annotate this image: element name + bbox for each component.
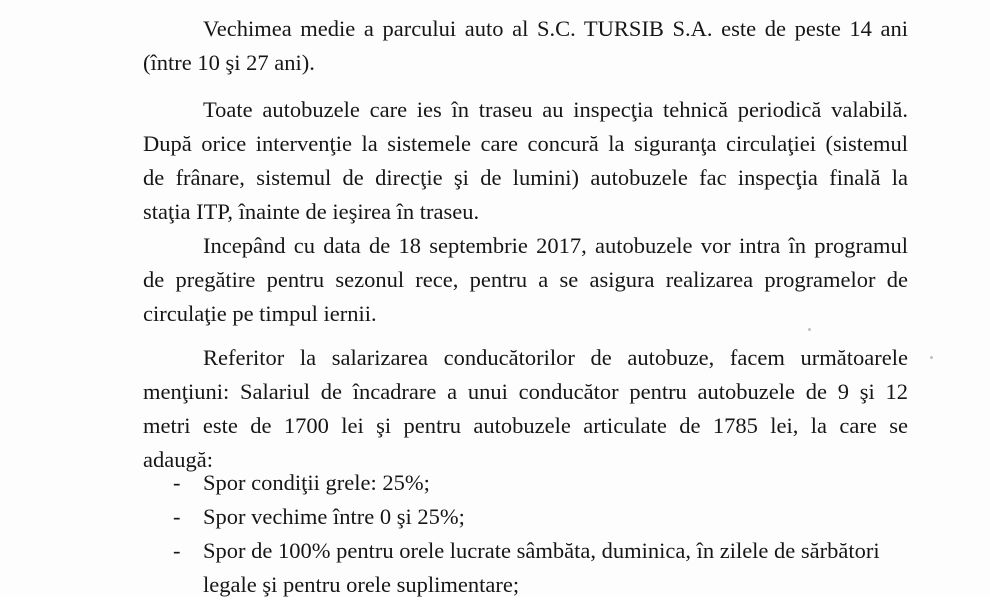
dash-bullet-icon: - xyxy=(173,504,181,529)
dash-bullet-icon: - xyxy=(173,538,181,563)
paragraph-line: Referitor la salarizarea conducătorilor de autobuze, facem următoarele xyxy=(203,345,908,370)
paragraph-line: Toate autobuzele care ies în traseu au inspecţia tehnică periodică valabilă. xyxy=(203,97,908,122)
list-item-text: Spor condiţii grele: 25%; xyxy=(203,470,430,495)
dash-bullet-icon: - xyxy=(173,470,181,495)
paragraph-line: de pregătire pentru sezonul rece, pentru a se asigura realizarea programelor de xyxy=(143,267,908,292)
paragraph-technical-inspection xyxy=(143,93,908,229)
paragraph-line: adaugă: xyxy=(143,447,213,472)
list-item xyxy=(143,534,908,602)
paragraph-line: După orice intervenţie la sistemele care concură la siguranţa circulaţiei (sistemul xyxy=(143,131,908,156)
list-item-text: legale şi pentru orele suplimentare; xyxy=(203,572,520,597)
paragraph-line: staţia ITP, înainte de ieşirea în traseu. xyxy=(143,199,480,224)
list-item xyxy=(143,500,908,534)
list-item-text: Spor de 100% pentru orele lucrate sâmbăta, duminica, în zilele de sărbători xyxy=(203,538,880,563)
paragraph-line: de frânare, sistemul de direcţie şi de lumini) autobuzele fac inspecţia finală la xyxy=(143,165,908,190)
paragraph-fleet-age xyxy=(143,12,908,80)
paragraph-line: Incepând cu data de 18 septembrie 2017, autobuzele vor intra în programul xyxy=(203,233,908,258)
scan-speck xyxy=(808,328,811,331)
scan-speck xyxy=(930,356,933,359)
salary-bonus-list xyxy=(143,466,908,602)
paragraph-line: circulaţie pe timpul iernii. xyxy=(143,301,377,326)
list-item xyxy=(143,466,908,500)
paragraph-line: Vechimea medie a parcului auto al S.C. TURSIB S.A. este de peste 14 ani xyxy=(203,16,908,41)
paragraph-line: menţiuni: Salariul de încadrare a unui conducător pentru autobuzele de 9 şi 12 xyxy=(143,379,908,404)
list-item-text: Spor vechime între 0 şi 25%; xyxy=(203,504,465,529)
paragraph-driver-salary xyxy=(143,341,908,477)
paragraph-winter-program xyxy=(143,229,908,331)
paragraph-line: metri este de 1700 lei şi pentru autobuzele articulate de 1785 lei, la care se xyxy=(143,413,908,438)
paragraph-line: (între 10 şi 27 ani). xyxy=(143,50,315,75)
